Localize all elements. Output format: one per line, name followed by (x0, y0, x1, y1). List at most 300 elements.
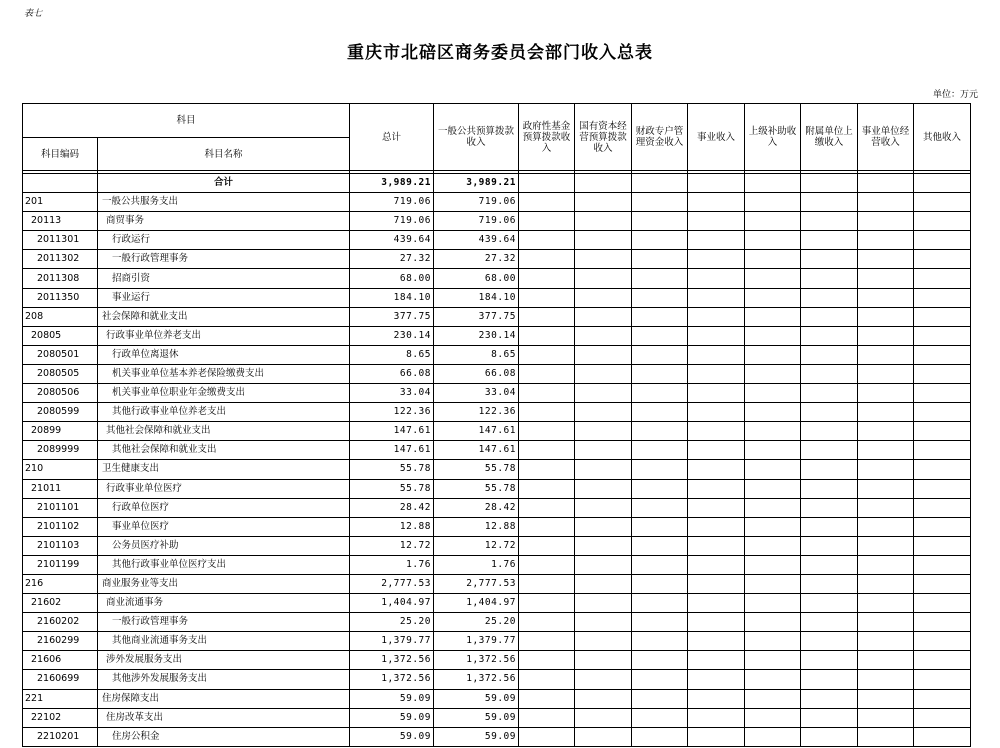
row-code: 2101101 (23, 498, 98, 517)
empty-cell (858, 422, 914, 441)
row-total: 1,372.56 (350, 670, 434, 689)
empty-cell (745, 269, 801, 288)
empty-cell (858, 403, 914, 422)
empty-cell (858, 632, 914, 651)
empty-cell (801, 498, 858, 517)
empty-cell (632, 574, 688, 593)
row-code: 2210201 (23, 727, 98, 746)
row-total: 1,372.56 (350, 651, 434, 670)
header-superior-subsidy: 上级补助收入 (745, 104, 801, 171)
empty-cell (688, 384, 745, 403)
empty-cell (519, 632, 575, 651)
empty-cell (575, 307, 632, 326)
empty-cell (914, 364, 971, 383)
row-total: 719.06 (350, 212, 434, 231)
empty-cell (688, 555, 745, 574)
row-total: 8.65 (350, 345, 434, 364)
empty-cell (858, 517, 914, 536)
row-name: 行政运行 (98, 231, 350, 250)
empty-cell (632, 345, 688, 364)
empty-cell (858, 574, 914, 593)
empty-cell (914, 441, 971, 460)
empty-cell (575, 708, 632, 727)
row-name: 住房保障支出 (98, 689, 350, 708)
header-general-budget: 一般公共预算拨款收入 (434, 104, 519, 171)
row-name: 卫生健康支出 (98, 460, 350, 479)
empty-cell (914, 708, 971, 727)
row-code: 20899 (23, 422, 98, 441)
empty-cell (519, 498, 575, 517)
row-code: 208 (23, 307, 98, 326)
empty-cell (745, 689, 801, 708)
row-total: 147.61 (350, 422, 434, 441)
row-general: 12.88 (434, 517, 519, 536)
row-general: 55.78 (434, 479, 519, 498)
row-total: 184.10 (350, 288, 434, 307)
row-code: 2080505 (23, 364, 98, 383)
summary-row (23, 174, 971, 193)
empty-cell (914, 574, 971, 593)
empty-cell (858, 441, 914, 460)
table-row (23, 441, 971, 460)
empty-cell (519, 479, 575, 498)
empty-cell (632, 384, 688, 403)
empty-cell (575, 536, 632, 555)
empty-cell (632, 212, 688, 231)
empty-cell (745, 670, 801, 689)
empty-cell (745, 250, 801, 269)
row-general: 439.64 (434, 231, 519, 250)
row-total: 27.32 (350, 250, 434, 269)
empty-cell (632, 689, 688, 708)
empty-cell (688, 727, 745, 746)
row-name: 其他行政事业单位医疗支出 (98, 555, 350, 574)
empty-cell (519, 727, 575, 746)
table-row (23, 231, 971, 250)
empty-cell (632, 231, 688, 250)
row-general: 59.09 (434, 708, 519, 727)
empty-cell (519, 594, 575, 613)
empty-cell (632, 364, 688, 383)
empty-cell (858, 345, 914, 364)
empty-cell (745, 193, 801, 212)
empty-cell (914, 460, 971, 479)
row-total: 1,404.97 (350, 594, 434, 613)
empty-cell (519, 613, 575, 632)
empty-cell (801, 250, 858, 269)
empty-cell (858, 364, 914, 383)
empty-cell (801, 594, 858, 613)
row-general: 28.42 (434, 498, 519, 517)
row-general: 377.75 (434, 307, 519, 326)
row-total: 68.00 (350, 269, 434, 288)
empty-cell (745, 422, 801, 441)
empty-cell (745, 536, 801, 555)
empty-cell (688, 422, 745, 441)
empty-cell (801, 345, 858, 364)
empty-cell (575, 613, 632, 632)
table-row (23, 689, 971, 708)
row-general: 719.06 (434, 193, 519, 212)
empty-cell (632, 193, 688, 212)
row-code: 22102 (23, 708, 98, 727)
empty-cell (801, 288, 858, 307)
row-general: 8.65 (434, 345, 519, 364)
empty-cell (745, 384, 801, 403)
row-general: 184.10 (434, 288, 519, 307)
table-row (23, 536, 971, 555)
empty-cell (632, 651, 688, 670)
empty-cell (519, 708, 575, 727)
empty-cell (632, 422, 688, 441)
empty-cell (632, 269, 688, 288)
empty-cell (688, 307, 745, 326)
row-code: 2160299 (23, 632, 98, 651)
empty-cell (745, 498, 801, 517)
empty-cell (914, 555, 971, 574)
table-row (23, 613, 971, 632)
row-name: 其他商业流通事务支出 (98, 632, 350, 651)
empty-cell (519, 384, 575, 403)
empty-cell (519, 269, 575, 288)
empty-cell (858, 250, 914, 269)
row-name: 行政单位医疗 (98, 498, 350, 517)
empty-cell (914, 727, 971, 746)
table-row (23, 288, 971, 307)
empty-cell (575, 517, 632, 536)
empty-cell (914, 384, 971, 403)
empty-cell (688, 517, 745, 536)
row-general: 59.09 (434, 689, 519, 708)
empty-cell (801, 574, 858, 593)
empty-cell (688, 345, 745, 364)
empty-cell (801, 403, 858, 422)
empty-cell (914, 613, 971, 632)
row-general: 122.36 (434, 403, 519, 422)
row-total: 59.09 (350, 689, 434, 708)
empty-cell (519, 670, 575, 689)
table-row (23, 479, 971, 498)
empty-cell (688, 479, 745, 498)
empty-cell (858, 555, 914, 574)
row-total: 1.76 (350, 555, 434, 574)
row-name: 行政事业单位养老支出 (98, 326, 350, 345)
empty-cell (519, 403, 575, 422)
empty-cell (801, 536, 858, 555)
empty-cell (575, 479, 632, 498)
empty-cell (632, 498, 688, 517)
empty-cell (519, 422, 575, 441)
row-code: 2101102 (23, 517, 98, 536)
empty-cell (688, 403, 745, 422)
row-code: 21606 (23, 651, 98, 670)
row-general: 230.14 (434, 326, 519, 345)
empty-cell (688, 536, 745, 555)
table-row (23, 384, 971, 403)
empty-cell (575, 269, 632, 288)
row-code: 2160699 (23, 670, 98, 689)
empty-cell (575, 422, 632, 441)
empty-cell (745, 574, 801, 593)
empty-cell (575, 594, 632, 613)
empty-cell (801, 384, 858, 403)
row-general: 2,777.53 (434, 574, 519, 593)
empty-cell (575, 212, 632, 231)
row-total: 1,379.77 (350, 632, 434, 651)
empty-cell (801, 422, 858, 441)
empty-cell (745, 517, 801, 536)
empty-cell (519, 193, 575, 212)
summary-label: 合计 (98, 174, 350, 193)
table-row (23, 345, 971, 364)
empty-cell (745, 708, 801, 727)
table-row (23, 212, 971, 231)
table-row (23, 574, 971, 593)
empty-cell (745, 460, 801, 479)
row-code: 21602 (23, 594, 98, 613)
empty-cell (914, 689, 971, 708)
row-total: 230.14 (350, 326, 434, 345)
row-general: 1.76 (434, 555, 519, 574)
empty-cell (858, 288, 914, 307)
empty-cell (745, 555, 801, 574)
empty-cell (914, 517, 971, 536)
row-name: 商贸事务 (98, 212, 350, 231)
table-row (23, 364, 971, 383)
row-total: 55.78 (350, 479, 434, 498)
empty-cell (688, 670, 745, 689)
empty-cell (858, 384, 914, 403)
empty-cell (519, 689, 575, 708)
header-gov-fund: 政府性基金预算拨款收入 (519, 104, 575, 171)
table-number-label: 表七 (24, 9, 43, 19)
empty-cell (914, 326, 971, 345)
row-total: 2,777.53 (350, 574, 434, 593)
empty-cell (575, 250, 632, 269)
empty-cell (745, 288, 801, 307)
empty-cell (575, 441, 632, 460)
empty-cell (632, 460, 688, 479)
row-name: 其他社会保障和就业支出 (98, 441, 350, 460)
empty-cell (858, 212, 914, 231)
row-code: 2011308 (23, 269, 98, 288)
empty-cell (575, 345, 632, 364)
empty-cell (519, 460, 575, 479)
empty-cell (801, 727, 858, 746)
empty-cell (519, 536, 575, 555)
empty-cell (688, 250, 745, 269)
row-general: 147.61 (434, 441, 519, 460)
row-code: 2011302 (23, 250, 98, 269)
empty-cell (632, 517, 688, 536)
row-total: 719.06 (350, 193, 434, 212)
empty-cell (745, 613, 801, 632)
empty-cell (688, 574, 745, 593)
row-code: 2080501 (23, 345, 98, 364)
row-name: 商业服务业等支出 (98, 574, 350, 593)
empty-cell (519, 345, 575, 364)
row-name: 一般行政管理事务 (98, 250, 350, 269)
empty-cell (801, 613, 858, 632)
empty-cell (632, 441, 688, 460)
row-name: 住房改革支出 (98, 708, 350, 727)
empty-cell (801, 460, 858, 479)
empty-cell (858, 670, 914, 689)
row-code: 2101103 (23, 536, 98, 555)
empty-cell (575, 231, 632, 250)
empty-cell (914, 269, 971, 288)
empty-cell (858, 613, 914, 632)
empty-cell (745, 345, 801, 364)
empty-cell (745, 212, 801, 231)
empty-cell (914, 250, 971, 269)
row-code: 2080599 (23, 403, 98, 422)
row-name: 一般公共服务支出 (98, 193, 350, 212)
table-row (23, 632, 971, 651)
row-code: 2080506 (23, 384, 98, 403)
empty-cell (688, 498, 745, 517)
empty-cell (914, 536, 971, 555)
header-state-capital: 国有资本经营预算拨款收入 (575, 104, 632, 171)
empty-cell (688, 632, 745, 651)
empty-cell (858, 594, 914, 613)
empty-cell (575, 193, 632, 212)
empty-cell (858, 689, 914, 708)
table-row (23, 670, 971, 689)
row-code: 2101199 (23, 555, 98, 574)
row-general: 147.61 (434, 422, 519, 441)
empty-cell (575, 403, 632, 422)
empty-cell (632, 727, 688, 746)
empty-cell (632, 403, 688, 422)
empty-cell (519, 574, 575, 593)
empty-cell (801, 326, 858, 345)
header-other-income: 其他收入 (914, 104, 971, 171)
row-total: 33.04 (350, 384, 434, 403)
table-row (23, 422, 971, 441)
empty-cell (519, 517, 575, 536)
empty-cell (632, 555, 688, 574)
empty-cell (801, 307, 858, 326)
empty-cell (801, 364, 858, 383)
header-total: 总计 (350, 104, 434, 171)
empty-cell (858, 326, 914, 345)
empty-cell (745, 651, 801, 670)
empty-cell (632, 479, 688, 498)
empty-cell (858, 307, 914, 326)
row-code: 2160202 (23, 613, 98, 632)
row-general: 55.78 (434, 460, 519, 479)
empty-cell (801, 689, 858, 708)
empty-cell (745, 231, 801, 250)
row-name: 机关事业单位职业年金缴费支出 (98, 384, 350, 403)
row-code: 20805 (23, 326, 98, 345)
row-name: 一般行政管理事务 (98, 613, 350, 632)
row-name: 事业单位医疗 (98, 517, 350, 536)
empty-cell (575, 689, 632, 708)
empty-cell (801, 212, 858, 231)
empty-cell (858, 536, 914, 555)
header-business-income: 事业收入 (688, 104, 745, 171)
empty-cell (575, 632, 632, 651)
empty-cell (632, 326, 688, 345)
empty-cell (688, 651, 745, 670)
row-name: 住房公积金 (98, 727, 350, 746)
table-row (23, 498, 971, 517)
empty-cell (632, 708, 688, 727)
empty-cell (688, 326, 745, 345)
empty-cell (914, 498, 971, 517)
row-total: 147.61 (350, 441, 434, 460)
row-code: 216 (23, 574, 98, 593)
header-special-account: 财政专户管理资金收入 (632, 104, 688, 171)
empty-cell (914, 403, 971, 422)
table-row (23, 517, 971, 536)
row-code: 210 (23, 460, 98, 479)
row-name: 机关事业单位基本养老保险缴费支出 (98, 364, 350, 383)
row-name: 行政事业单位医疗 (98, 479, 350, 498)
row-name: 行政单位离退休 (98, 345, 350, 364)
row-name: 其他社会保障和就业支出 (98, 422, 350, 441)
empty-cell (688, 193, 745, 212)
empty-cell (575, 460, 632, 479)
empty-cell (801, 441, 858, 460)
empty-cell (745, 727, 801, 746)
empty-cell (688, 594, 745, 613)
header-operating-income: 事业单位经营收入 (858, 104, 914, 171)
empty-cell (745, 403, 801, 422)
empty-cell (688, 460, 745, 479)
empty-cell (745, 307, 801, 326)
empty-cell (914, 231, 971, 250)
header-name: 科目名称 (98, 138, 350, 171)
row-general: 68.00 (434, 269, 519, 288)
row-total: 28.42 (350, 498, 434, 517)
row-name: 招商引资 (98, 269, 350, 288)
row-general: 27.32 (434, 250, 519, 269)
row-total: 122.36 (350, 403, 434, 422)
row-general: 1,372.56 (434, 670, 519, 689)
header-affiliated-unit: 附属单位上缴收入 (801, 104, 858, 171)
empty-cell (519, 326, 575, 345)
table-row (23, 460, 971, 479)
empty-cell (519, 250, 575, 269)
empty-cell (914, 193, 971, 212)
row-general: 1,404.97 (434, 594, 519, 613)
row-total: 66.08 (350, 364, 434, 383)
empty-cell (914, 288, 971, 307)
empty-cell (519, 651, 575, 670)
empty-cell (801, 670, 858, 689)
empty-cell (745, 364, 801, 383)
row-total: 55.78 (350, 460, 434, 479)
row-code: 2089999 (23, 441, 98, 460)
row-general: 1,379.77 (434, 632, 519, 651)
empty-cell (745, 441, 801, 460)
empty-cell (745, 632, 801, 651)
row-total: 12.72 (350, 536, 434, 555)
table-row (23, 326, 971, 345)
empty-cell (688, 269, 745, 288)
row-code: 21011 (23, 479, 98, 498)
row-name: 其他行政事业单位养老支出 (98, 403, 350, 422)
table-row (23, 555, 971, 574)
empty-cell (801, 651, 858, 670)
row-code: 221 (23, 689, 98, 708)
empty-cell (632, 307, 688, 326)
empty-cell (858, 727, 914, 746)
empty-cell (688, 441, 745, 460)
